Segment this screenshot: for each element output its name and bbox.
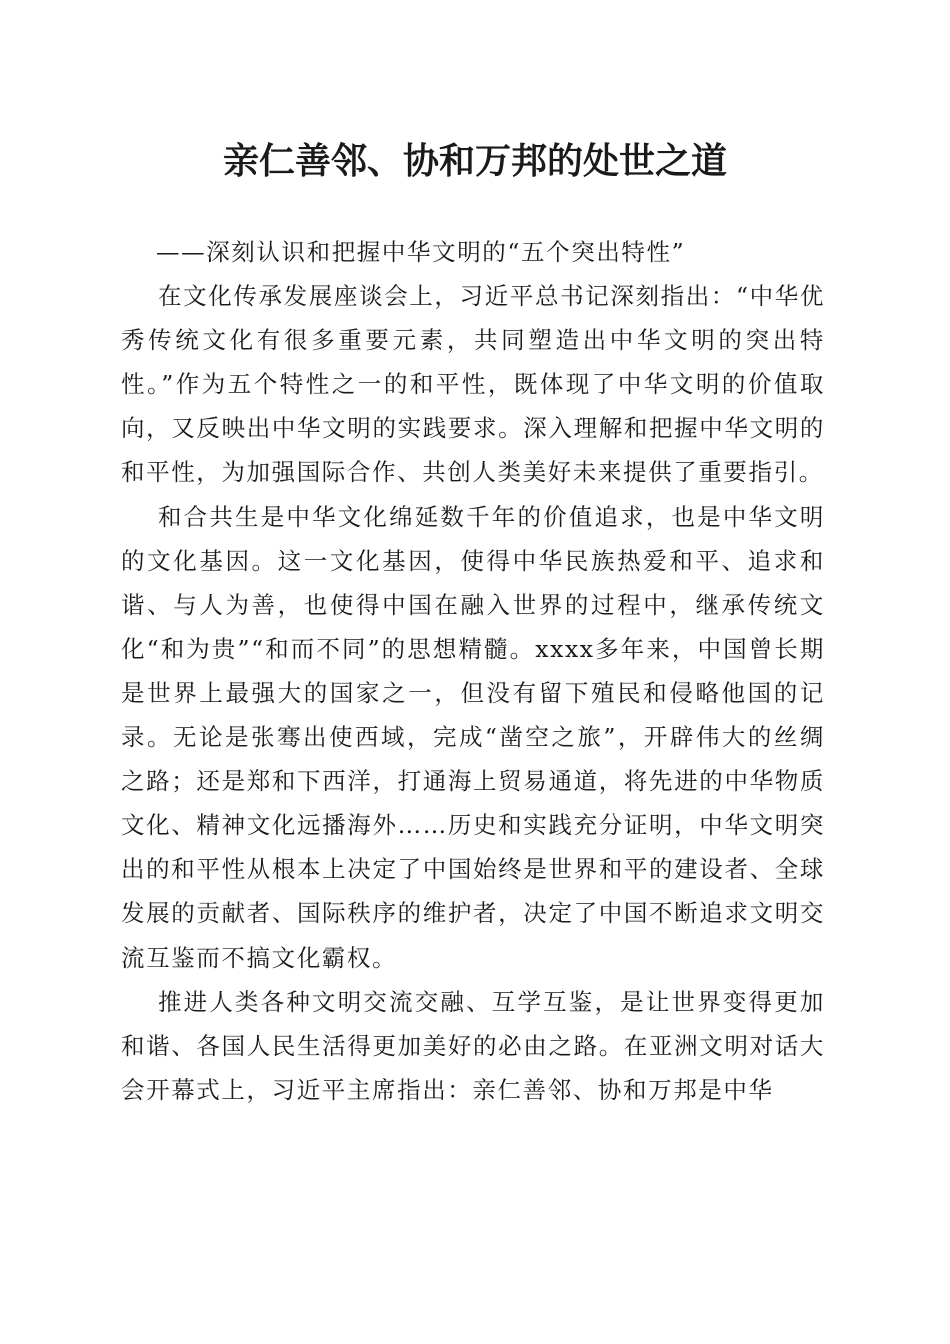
document-body (121, 230, 825, 1112)
paragraph-2: 和合共生是中华文化绵延数千年的价值追求，也是中华文明的文化基因。这一文化基因，使得中华民族热爱和平、追求和谐、与人为善，也使得中国在融入世界的过程中，继承传统文化“和为贵”“和而不同”的思想精髓。xxxx多年来，中国曾长期是世界上最强大的国家之一，但没有留下殖民和侵略他国的记录。无论是张骞出使西域，完成“凿空之旅”，开辟伟大的丝绸之路；还是郑和下西洋，打通海上贸易通道，将先进的中华物质文化、精神文化远播海外……历史和实践充分证明，中华文明突出的和平性从根本上决定了中国始终是世界和平的建设者、全球发展的贡献者、国际秩序的维护者，决定了中国不断追求文明交流互鉴而不搞文化霸权。 (121, 502, 825, 972)
document-title: 亲仁善邻、协和万邦的处世之道 (222, 140, 727, 182)
paragraph-3: 推进人类各种文明交流交融、互学互鉴，是让世界变得更加和谐、各国人民生活得更加美好的必由之路。在亚洲文明对话大会开幕式上，习近平主席指出：亲仁善邻、协和万邦是中华 (121, 987, 825, 1104)
document-subtitle: ——深刻认识和把握中华文明的“五个突出特性” (156, 238, 686, 266)
paragraph-1: 在文化传承发展座谈会上，习近平总书记深刻指出：“中华优秀传统文化有很多重要元素，共同塑造出中华文明的突出特性。”作为五个特性之一的和平性，既体现了中华文明的价值取向，又反映出中华文明的实践要求。深入理解和把握中华文明的和平性，为加强国际合作、共创人类美好未来提供了重要指引。 (121, 282, 825, 487)
